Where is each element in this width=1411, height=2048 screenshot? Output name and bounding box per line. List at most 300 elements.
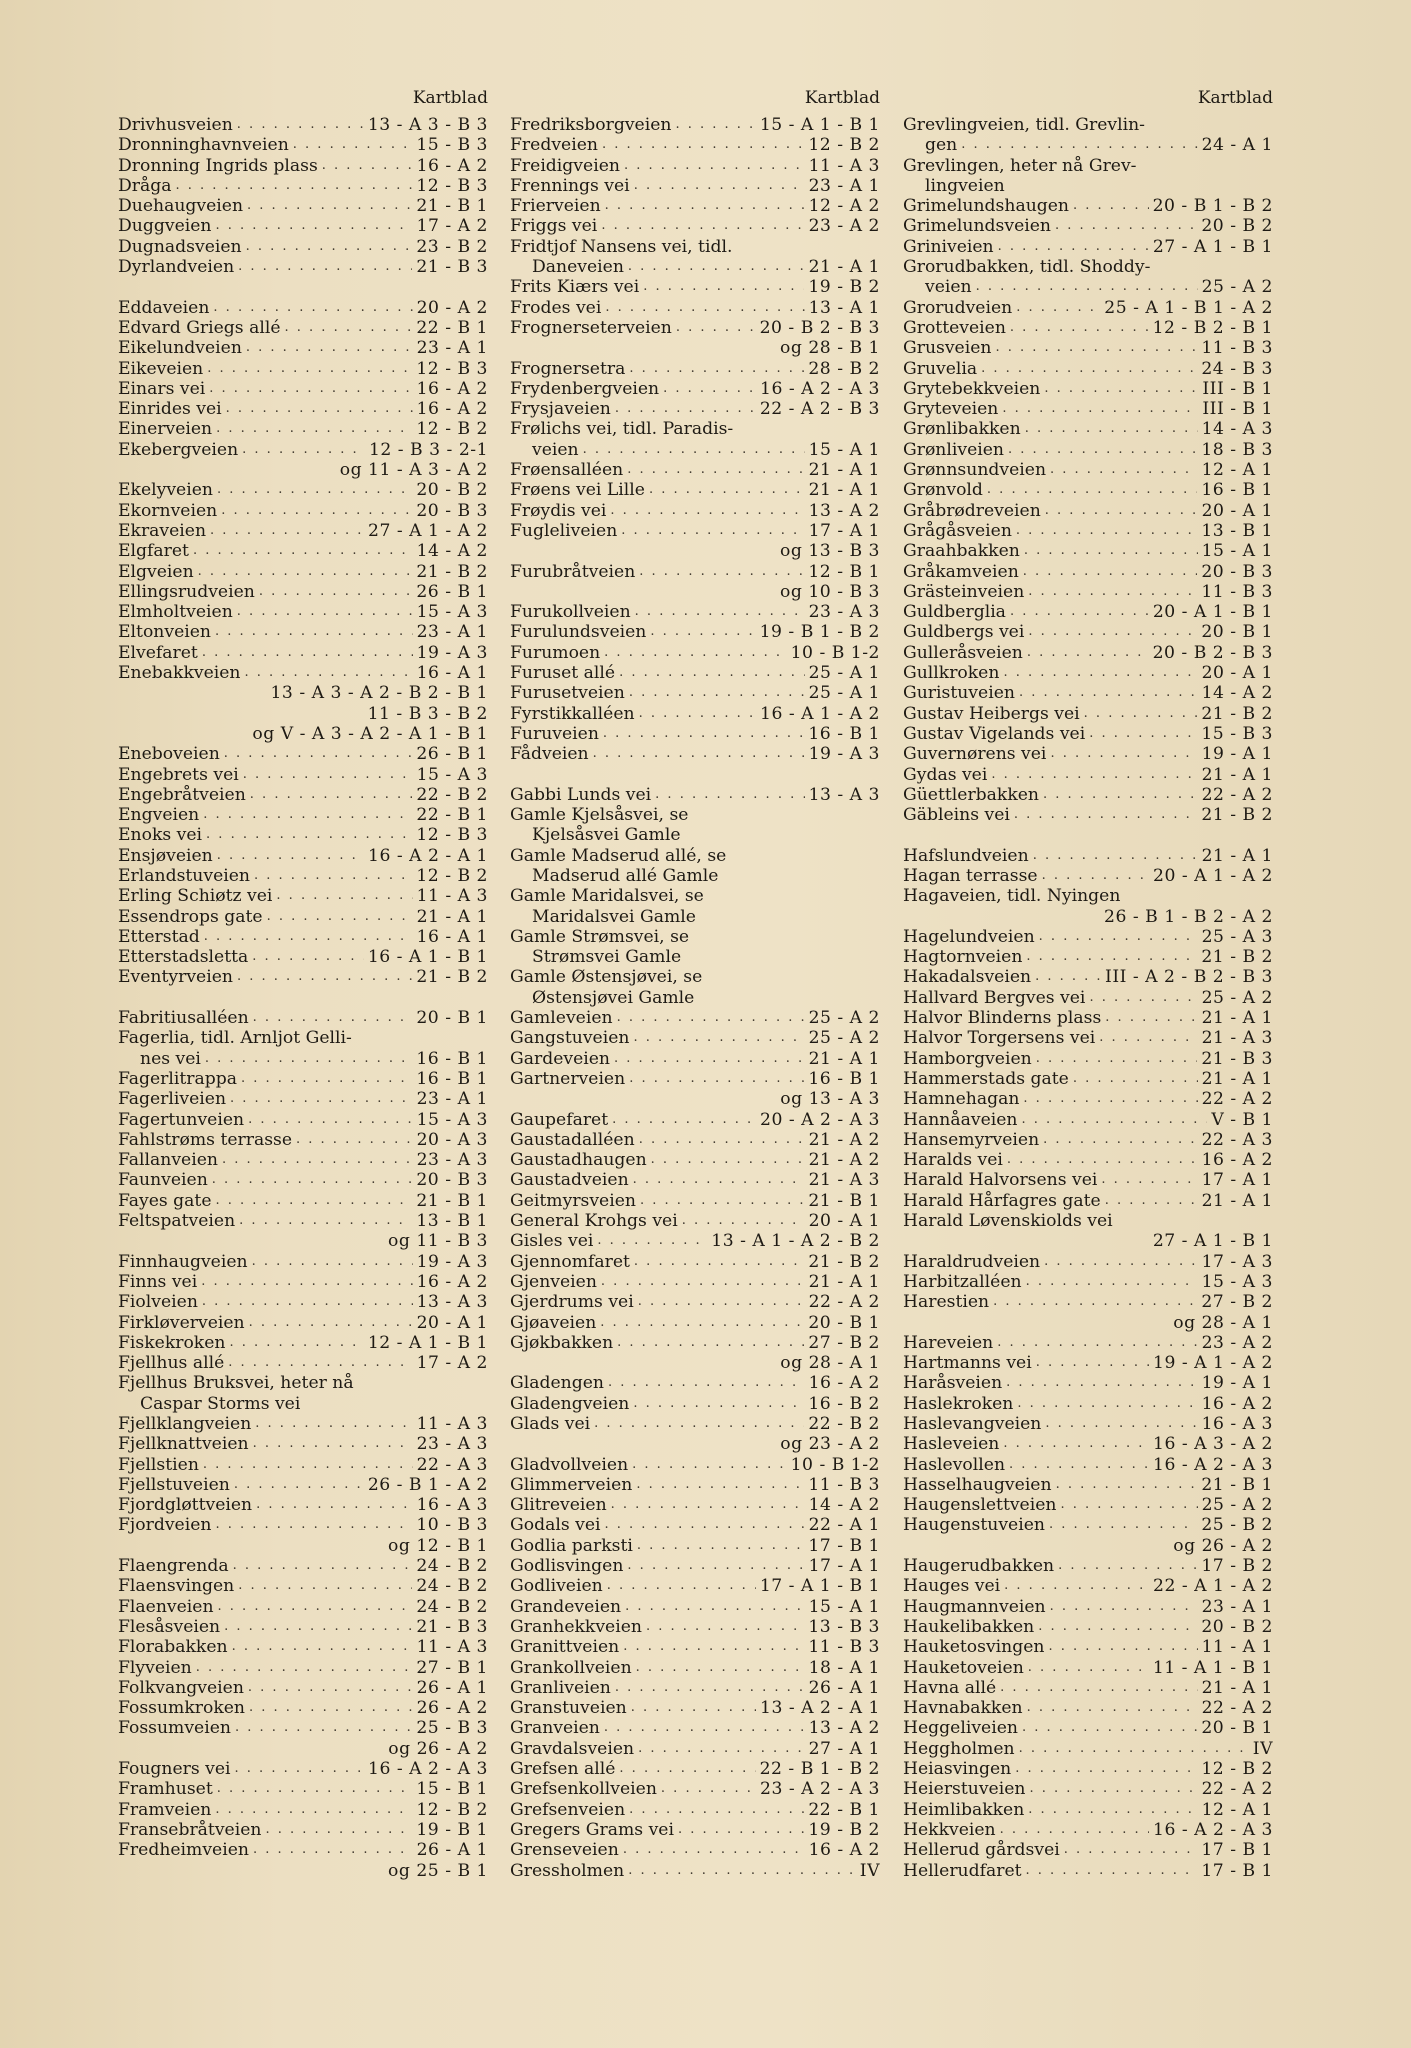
index-entry [510,785,880,805]
index-entry [510,379,880,399]
street-name: veien [532,439,579,460]
dot-leader [993,1292,1197,1312]
street-name: Freidigveien [510,155,620,176]
index-entry [118,1576,488,1596]
dot-leader [1105,1008,1197,1028]
dot-leader [1035,967,1101,987]
street-name: Dyrlandveien [118,257,235,278]
index-entry [118,115,488,135]
dot-leader [612,1110,756,1130]
dot-leader [594,1414,804,1434]
street-name: Gulleråsveien [903,642,1023,663]
street-name: Einars vei [118,378,206,399]
map-reference: 16 - A 3 [1201,1414,1273,1434]
map-reference: 19 - A 1 [1201,744,1273,765]
street-name: Frøensalléen [510,460,624,481]
street-name: Hamnehagan [903,1089,1020,1110]
map-reference: 13 - B 1 [1201,520,1273,541]
index-entry [903,1617,1273,1637]
index-entry [118,216,488,236]
dot-leader [265,1820,412,1840]
index-entry [118,1170,488,1190]
dot-leader [1006,1373,1197,1393]
street-name: Eltonveien [118,622,211,643]
entry-list [510,115,880,1881]
index-entry [510,1820,880,1840]
index-entry [510,196,880,216]
street-name: Fahlstrøms terrasse [118,1129,293,1150]
street-name: Heiasvingen [903,1759,1012,1780]
index-entry [903,1597,1273,1617]
map-reference: og 23 - A 2 [780,1434,880,1455]
dot-leader [597,1231,707,1251]
street-name: Østensjøvei Gamle [532,987,695,1008]
map-reference: 23 - A 2 [808,216,880,237]
street-name: Hagelundveien [903,926,1035,947]
map-reference: 20 - B 2 [416,480,488,501]
index-entry [118,1028,488,1048]
dot-leader [1009,1455,1149,1475]
street-name: Gjøaveien [510,1312,597,1333]
dot-leader [614,1049,805,1069]
dot-leader [1000,1678,1197,1698]
dot-leader [637,1536,804,1556]
map-reference: 17 - A 1 [1201,1170,1273,1191]
street-name: Grønliveien [903,439,1004,460]
street-name: Elmholtveien [118,602,233,623]
street-name: Florabakken [118,1637,228,1658]
map-reference: 12 - B 2 [1201,1759,1273,1780]
map-reference: IV [859,1860,880,1881]
index-entry [510,967,880,987]
dot-leader [991,765,1197,785]
dot-leader [296,1130,413,1150]
street-name: Gjerdrums vei [510,1292,634,1313]
map-reference: 10 - B 3 [416,1515,488,1536]
map-reference: 11 - A 1 [1201,1637,1273,1658]
dot-leader [623,1840,805,1860]
map-reference: 27 - A 1 - B 1 [1152,236,1273,257]
index-entry [510,399,880,419]
map-reference: III - B 1 [1202,378,1273,399]
index-entry [118,1637,488,1657]
street-name: Finns vei [118,1271,198,1292]
street-name: Finnhaugveien [118,1251,248,1272]
map-reference: 13 - B 3 [808,1616,880,1637]
street-name: Fagerlitrappa [118,1068,238,1089]
street-name: Frognersetra [510,358,626,379]
street-name: Fjordveien [118,1515,212,1536]
index-entry [510,643,880,663]
dot-leader [205,1049,412,1069]
index-entry [510,257,880,277]
street-name: Grevlingveien, tidl. Grevlin- [903,115,1145,135]
street-name: Haugenslettveien [903,1495,1057,1516]
index-entry [903,521,1273,541]
index-entry [118,724,488,744]
dot-leader [245,663,413,683]
index-entry [903,1150,1273,1170]
dot-leader [615,399,756,419]
dot-leader [1099,1028,1197,1048]
street-name: Hafslundveien [903,845,1029,866]
map-reference: 13 - A 3 - B 3 [367,115,488,135]
index-entry [118,704,488,724]
dot-leader [1036,1353,1149,1373]
dot-leader [678,1820,804,1840]
map-reference: 12 - B 2 [416,419,488,440]
dot-leader [583,440,805,460]
dot-leader [995,338,1197,358]
street-name: Grønlibakken [903,419,1021,440]
dot-leader [253,1840,413,1860]
street-name: Hagtornveien [903,947,1023,968]
index-entry [510,1170,880,1190]
dot-leader [256,1495,412,1515]
index-entry [118,1373,488,1393]
map-reference: 16 - A 3 [416,1495,488,1516]
map-reference: 19 - B 2 [808,1819,880,1840]
map-reference: 15 - A 1 [808,1596,880,1617]
index-entry [903,846,1273,866]
street-name: Granhekkveien [510,1616,642,1637]
dot-leader [1026,1272,1198,1292]
map-reference: 16 - A 2 [808,1840,880,1861]
dot-leader [1056,1475,1198,1495]
column-2 [510,88,880,1881]
map-reference: 20 - A 2 - A 3 [760,1109,880,1130]
index-entry [903,216,1273,236]
street-name: Heimlibakken [903,1799,1025,1820]
street-name: Eddaveien [118,297,210,318]
map-reference: og 12 - B 1 [388,1535,488,1556]
map-reference: 12 - B 3 [416,175,488,196]
index-entry [903,562,1273,582]
dot-leader [224,744,413,764]
index-entry [903,1536,1273,1556]
street-name: Flaengrenda [118,1556,229,1577]
dot-leader [1024,541,1198,561]
dot-leader [602,135,804,155]
index-entry [510,1191,880,1211]
dot-leader [617,1333,804,1353]
index-entry [118,1495,488,1515]
map-reference: 12 - B 2 [416,1799,488,1820]
map-reference: 25 - A 2 [808,1008,880,1029]
dot-leader [285,318,413,338]
street-name: Dråga [118,175,172,196]
index-entry [510,1333,880,1353]
dot-leader [1073,1069,1198,1089]
dot-leader [1064,1840,1198,1860]
dot-leader [629,1800,804,1820]
index-entry [118,1861,488,1881]
column-1 [118,88,488,1881]
index-entry [510,1373,880,1393]
street-index [118,88,1273,2028]
dot-leader [216,1191,413,1211]
street-name: Hagan terrasse [903,865,1038,886]
map-reference: 15 - B 3 [416,135,488,156]
map-reference: 17 - B 2 [1201,1556,1273,1577]
index-entry [510,359,880,379]
index-entry [510,318,880,338]
map-reference: 16 - A 2 [416,399,488,420]
dot-leader [1073,196,1149,216]
dot-leader [1043,785,1198,805]
map-reference: og 25 - B 1 [388,1860,488,1881]
map-reference: 26 - B 1 [416,744,488,765]
index-entry [903,582,1273,602]
map-reference: 22 - B 1 [808,1799,880,1820]
map-reference: 21 - B 2 [416,967,488,988]
map-reference: 21 - A 2 [808,1150,880,1171]
map-reference: 22 - A 3 [1201,1129,1273,1150]
index-entry [510,1861,880,1881]
index-entry [903,318,1273,338]
street-name: Gladengveien [510,1393,630,1414]
street-name: Gladengen [510,1373,604,1394]
index-entry [903,277,1273,297]
street-name: Haralds vei [903,1150,1003,1171]
index-entry [510,663,880,683]
street-name: Griniveien [903,236,994,257]
map-reference: 16 - A 1 - B 1 [367,947,488,968]
map-reference: 17 - B 1 [1201,1840,1273,1861]
dot-leader [629,1069,804,1089]
map-reference: 16 - A 2 [416,1271,488,1292]
dot-leader [1105,1191,1198,1211]
street-name: Etterstadsletta [118,947,249,968]
dot-leader [646,1617,804,1637]
index-entry [903,1292,1273,1312]
street-name: Grevlingen, heter nå Grev- [903,155,1137,176]
street-name: Gartnerveien [510,1068,626,1089]
street-name: Hamborgveien [903,1048,1032,1069]
street-name: Heggeliveien [903,1718,1018,1739]
street-name: General Krohgs vei [510,1211,678,1232]
street-name: Fagerlia, tidl. Arnljot Gelli- [118,1028,352,1049]
entry-list [903,115,1273,1881]
dot-leader [655,785,804,805]
index-entry [510,1414,880,1434]
map-reference: 12 - B 2 [416,865,488,886]
map-reference: 15 - A 1 - B 1 [759,115,880,135]
index-entry [903,1800,1273,1820]
street-name: Hartmanns vei [903,1353,1032,1374]
map-reference: 21 - B 2 [1201,947,1273,968]
index-entry [903,480,1273,500]
street-name: Framhuset [118,1779,213,1800]
dot-leader [961,135,1197,155]
dot-leader [1003,663,1197,683]
street-name: Ekornveien [118,500,218,521]
map-reference: 11 - B 3 - B 2 [367,703,488,724]
street-name: Drivhusveien [118,115,233,135]
street-name: Guldbergs vei [903,622,1025,643]
index-entry [118,1069,488,1089]
index-entry [118,1617,488,1637]
dot-leader [1028,1800,1197,1820]
index-entry [510,1617,880,1637]
column-header: Kartblad [804,88,880,108]
map-reference: 19 - A 1 - A 2 [1153,1353,1273,1374]
street-name: Frydenbergveien [510,378,660,399]
map-reference: 21 - A 1 [1201,845,1273,866]
map-reference: 11 - A 3 [416,886,488,907]
dot-leader [1050,460,1198,480]
dot-leader [1015,1759,1197,1779]
street-name: nes vei [140,1048,201,1069]
map-reference: 25 - A 2 [1201,277,1273,298]
index-entry [903,886,1273,906]
map-reference: 21 - B 1 [808,1190,880,1211]
street-name: Frysjaveien [510,399,611,420]
map-reference: 26 - A 1 [416,1840,488,1861]
map-reference: 27 - B 1 [416,1657,488,1678]
index-entry [510,582,880,602]
street-name: Hasselhaugveien [903,1474,1052,1495]
index-entry [903,257,1273,277]
dot-leader [207,359,412,379]
street-name: Hellerud gårdsvei [903,1840,1060,1861]
map-reference: 24 - B 3 [1201,358,1273,379]
index-entry [510,1597,880,1617]
street-name: Hauketosvingen [903,1637,1045,1658]
index-entry [118,1353,488,1373]
dot-leader [628,257,805,277]
index-entry [510,135,880,155]
street-name: Gaupefaret [510,1109,609,1130]
map-reference: 11 - A 3 [416,1414,488,1434]
map-reference: 22 - A 3 [416,1454,488,1475]
street-name: Heggholmen [903,1738,1015,1759]
street-name: Firkløverveien [118,1312,245,1333]
index-entry [903,724,1273,744]
street-name: Granstuveien [510,1698,627,1719]
dot-leader [635,602,805,622]
street-name: Hagaveien, tidl. Nyingen [903,886,1121,907]
map-reference: 16 - A 2 [1201,1150,1273,1171]
index-entry [510,1759,880,1779]
dot-leader [640,1191,804,1211]
street-name: Kjelsåsvei Gamle [532,825,681,846]
street-name: Guristuveien [903,683,1015,704]
street-name: Furuveien [510,723,599,744]
map-reference: 20 - B 3 [1201,561,1273,582]
street-name: Fallanveien [118,1150,218,1171]
dot-leader [634,1252,804,1272]
index-entry [510,907,880,927]
street-name: Godliveien [510,1576,603,1597]
index-entry [510,1678,880,1698]
index-entry [118,765,488,785]
map-reference: 22 - B 2 [416,784,488,805]
index-entry [118,1678,488,1698]
index-entry [903,399,1273,419]
map-reference: 22 - A 1 [808,1515,880,1536]
index-entry [510,1130,880,1150]
index-entry [510,1069,880,1089]
map-reference: 16 - A 2 - A 3 [368,1759,488,1780]
index-entry [510,1536,880,1556]
street-name: Gravdalsveien [510,1738,635,1759]
street-name: Frennings vei [510,175,630,196]
column-header: Kartblad [412,88,488,108]
map-reference: 21 - A 1 [1201,764,1273,785]
index-entry [903,419,1273,439]
dot-leader [249,1698,413,1718]
dot-leader [1060,1495,1197,1515]
street-name: Gangstuveien [510,1028,630,1049]
map-reference: 27 - B 2 [808,1332,880,1353]
index-entry [118,1292,488,1312]
map-reference: 20 - A 1 [416,1312,488,1333]
street-name: Duggveien [118,216,212,237]
index-entry [510,298,880,318]
street-name: Fredheimveien [118,1840,249,1861]
map-reference: 16 - A 1 [416,926,488,947]
street-name: Gaustadhaugen [510,1150,647,1171]
index-entry [510,988,880,1008]
street-name: Friggs vei [510,216,598,237]
index-entry [903,1820,1273,1840]
street-name: Frølichs vei, tidl. Paradis- [510,419,734,440]
index-entry [510,480,880,500]
street-name: Furuset allé [510,663,616,684]
index-entry [510,1394,880,1414]
street-name: Flaenveien [118,1596,214,1617]
index-entry [510,724,880,744]
map-reference: og V - A 3 - A 2 - A 1 - B 1 [252,723,488,744]
street-name: Fjellhus allé [118,1353,225,1374]
map-reference: 22 - B 1 [416,805,488,826]
street-name: Faunveien [118,1170,208,1191]
map-reference: 25 - A 1 - B 1 - A 2 [1104,297,1273,318]
street-name: Ekelyveien [118,480,213,501]
map-reference: 13 - A 2 [808,500,880,521]
dot-leader [201,1272,412,1292]
index-entry [903,135,1273,155]
street-name: Grefsenveien [510,1799,626,1820]
index-entry [118,643,488,663]
map-reference: 12 - A 2 [808,196,880,217]
street-name: Grytebekkveien [903,378,1041,399]
index-entry [903,765,1273,785]
index-entry [510,501,880,521]
index-entry [510,805,880,825]
street-name: Hekkveien [903,1819,996,1840]
street-name: Furubråtveien [510,561,636,582]
index-entry [510,237,880,257]
map-reference: 20 - A 1 [1201,663,1273,684]
street-name: Furumoen [510,642,601,663]
dot-leader [1049,1637,1198,1657]
index-entry [118,1333,488,1353]
dot-leader [1016,521,1197,541]
dot-leader [1002,399,1198,419]
street-name: Frits Kiærs vei [510,277,640,298]
index-entry [510,886,880,906]
street-name: Enebakkveien [118,663,241,684]
index-entry [903,1272,1273,1292]
map-reference: og 11 - A 3 - A 2 [339,460,488,481]
map-reference: IV [1252,1738,1273,1759]
map-reference: 25 - B 3 [416,1718,488,1739]
street-name: Gustav Vigelands vei [903,723,1086,744]
index-entry [118,318,488,338]
index-entry [510,1658,880,1678]
